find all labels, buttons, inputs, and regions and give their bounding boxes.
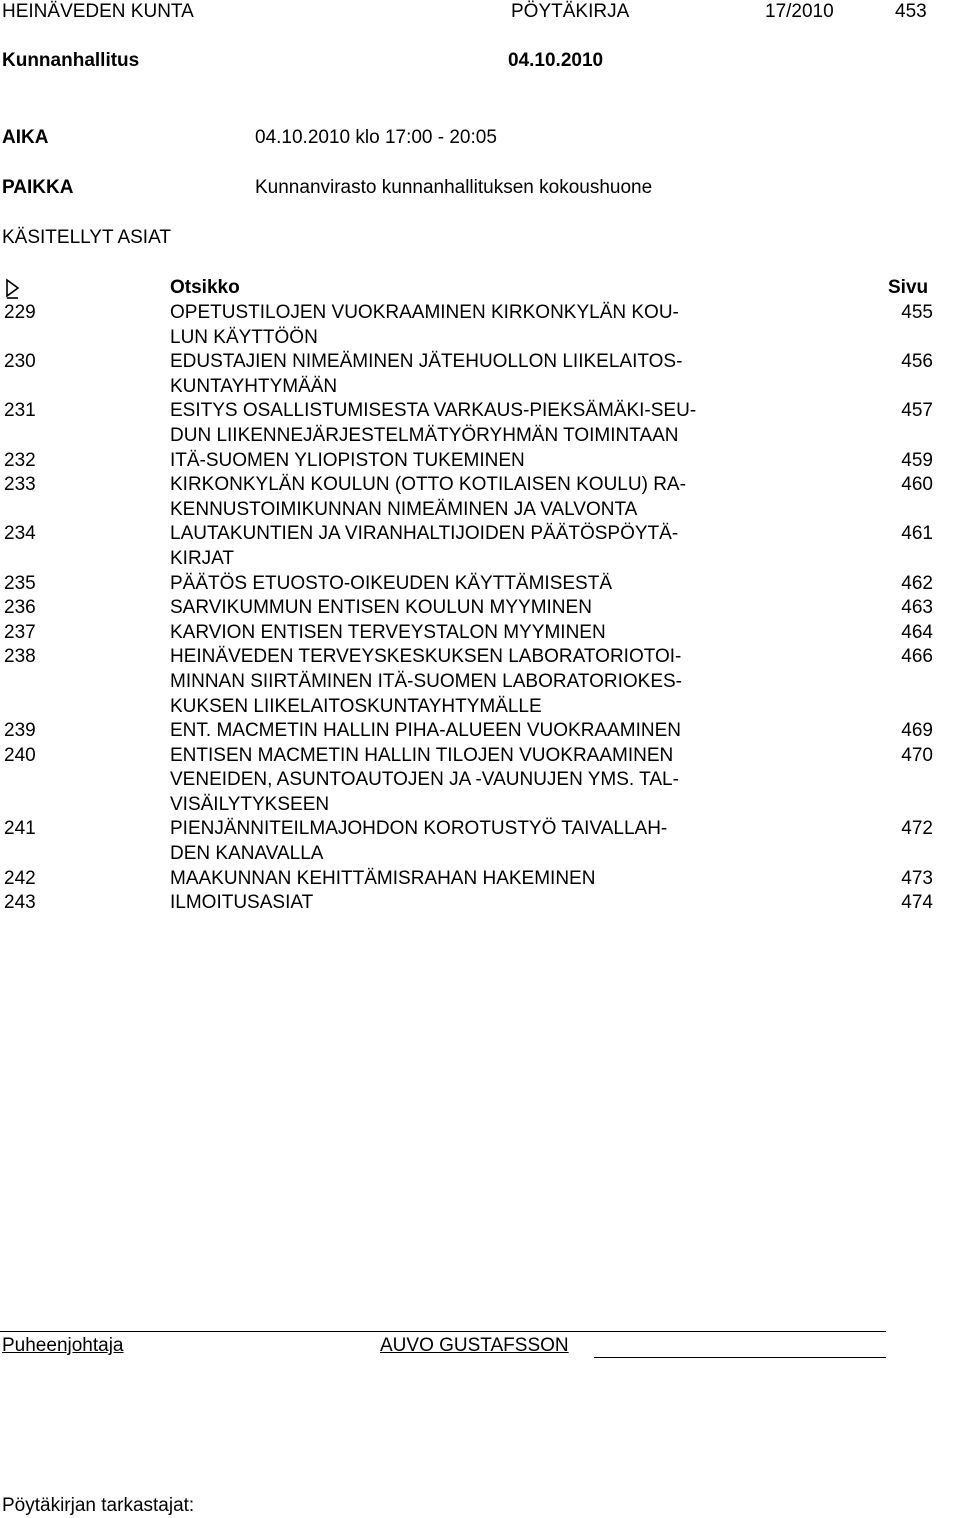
list-bullet-icon [2, 276, 26, 300]
agenda-item-title: KARVION ENTISEN TERVEYSTALON MYYMINEN [170, 621, 606, 643]
agenda-item-page: 473 [901, 867, 933, 889]
agenda-item-title: MAAKUNNAN KEHITTÄMISRAHAN HAKEMINEN [170, 867, 596, 889]
agenda-item-page: 462 [901, 572, 933, 594]
agenda-item-page: 472 [901, 818, 933, 840]
agenda-item-number: 230 [4, 351, 36, 373]
agenda-item-page: 459 [901, 449, 933, 471]
agenda-item-page: 456 [901, 351, 933, 373]
agenda-item [0, 719, 960, 744]
signature-line [0, 1331, 886, 1332]
agenda-item-title: KIRKONKYLÄN KOULUN (OTTO KOTILAISEN KOULU) RA- KENNUSTOIMIKUNNAN NIMEÄMINEN JA VALVONTA [170, 474, 686, 520]
agenda-item-page: 461 [901, 523, 933, 545]
organization-name: HEINÄVEDEN KUNTA [2, 1, 194, 22]
agenda-item [0, 572, 960, 597]
agenda-item-number: 239 [4, 720, 36, 742]
agenda-item [0, 867, 960, 892]
agenda-item-number: 242 [4, 867, 36, 889]
agenda-item [0, 449, 960, 474]
place-label: PAIKKA [2, 177, 74, 198]
agenda-item-title: HEINÄVEDEN TERVEYSKESKUKSEN LABORATORIOTOI- MINNAN SIIRTÄMINEN ITÄ-SUOMEN LABORATORIOKES- KUKSEN LIIKELAITOSKUNTAYHTYMÄLLE [170, 646, 683, 717]
agenda-item-title: ILMOITUSASIAT [170, 892, 314, 914]
agenda-item-title: OPETUSTILOJEN VUOKRAAMINEN KIRKONKYLÄN KOU- LUN KÄYTTÖÖN [170, 302, 679, 348]
agenda-item-title: SARVIKUMMUN ENTISEN KOULUN MYYMINEN [170, 597, 592, 619]
signature-name-underline [594, 1357, 886, 1358]
agenda-item-page: 469 [901, 720, 933, 742]
agenda-item-page: 460 [901, 474, 933, 496]
checkers-label: Pöytäkirjan tarkastajat: [2, 1495, 195, 1516]
time-value: 04.10.2010 klo 17:00 - 20:05 [255, 127, 497, 148]
signature-role: Puheenjohtaja [2, 1335, 124, 1356]
agenda-item-title: PÄÄTÖS ETUOSTO-OIKEUDEN KÄYTTÄMISESTÄ [170, 572, 613, 594]
page-number: 453 [895, 1, 927, 22]
agenda-item [0, 473, 960, 522]
agenda-item-page: 474 [901, 892, 933, 914]
agenda-item [0, 744, 960, 818]
agenda-item [0, 301, 960, 350]
agenda-item-number: 243 [4, 892, 36, 914]
agenda-item-number: 236 [4, 597, 36, 619]
agenda-item-page: 463 [901, 597, 933, 619]
agenda-item-title: ENT. MACMETIN HALLIN PIHA-ALUEEN VUOKRAAMINEN [170, 720, 681, 742]
agenda-item-number: 233 [4, 474, 36, 496]
column-header-title: Otsikko [170, 277, 240, 298]
meeting-body: Kunnanhallitus [2, 50, 140, 71]
document-number: 17/2010 [765, 1, 834, 22]
agenda-item-number: 235 [4, 572, 36, 594]
agenda-item-page: 470 [901, 744, 933, 766]
document-type: PÖYTÄKIRJA [511, 1, 630, 22]
agenda-item-number: 241 [4, 818, 36, 840]
agenda-item [0, 891, 960, 916]
agenda-item-title: ESITYS OSALLISTUMISESTA VARKAUS-PIEKSÄMÄKI-SEU- DUN LIIKENNEJÄRJESTELMÄTYÖRYHMÄN TOIMINTAAN [170, 400, 697, 446]
agenda-item-number: 240 [4, 744, 36, 766]
signature-name: AUVO GUSTAFSSON [380, 1335, 569, 1356]
agenda-list [0, 301, 960, 916]
agenda-item-number: 232 [4, 449, 36, 471]
agenda-item-title: ENTISEN MACMETIN HALLIN TILOJEN VUOKRAAMINEN VENEIDEN, ASUNTOAUTOJEN JA -VAUNUJEN YMS. TAL- VISÄILYTYKSEEN [170, 744, 679, 815]
agenda-item [0, 817, 960, 866]
agenda-item-number: 234 [4, 523, 36, 545]
section-title: KÄSITELLYT ASIAT [2, 227, 171, 248]
agenda-item [0, 522, 960, 571]
agenda-item [0, 596, 960, 621]
column-header-page: Sivu [888, 277, 929, 298]
agenda-item-number: 237 [4, 621, 36, 643]
meeting-date: 04.10.2010 [508, 50, 604, 71]
agenda-item-page: 457 [901, 400, 933, 422]
agenda-item-page: 466 [901, 646, 933, 668]
agenda-item [0, 621, 960, 646]
agenda-item [0, 645, 960, 719]
agenda-item-number: 238 [4, 646, 36, 668]
place-value: Kunnanvirasto kunnanhallituksen kokoushuone [255, 177, 653, 198]
agenda-item-page: 455 [901, 302, 933, 323]
agenda-item-title: ITÄ-SUOMEN YLIOPISTON TUKEMINEN [170, 449, 525, 471]
agenda-item [0, 350, 960, 399]
agenda-item-number: 231 [4, 400, 36, 422]
agenda-item-title: LAUTAKUNTIEN JA VIRANHALTIJOIDEN PÄÄTÖSPÖYTÄ- KIRJAT [170, 523, 679, 569]
agenda-item-number: 229 [4, 302, 36, 323]
agenda-item-title: PIENJÄNNITEILMAJOHDON KOROTUSTYÖ TAIVALLAH- DEN KANAVALLA [170, 818, 668, 865]
time-label: AIKA [2, 127, 49, 148]
agenda-item-page: 464 [901, 621, 933, 643]
agenda-item [0, 399, 960, 448]
agenda-item-title: EDUSTAJIEN NIMEÄMINEN JÄTEHUOLLON LIIKELAITOS- KUNTAYHTYMÄÄN [170, 351, 683, 397]
